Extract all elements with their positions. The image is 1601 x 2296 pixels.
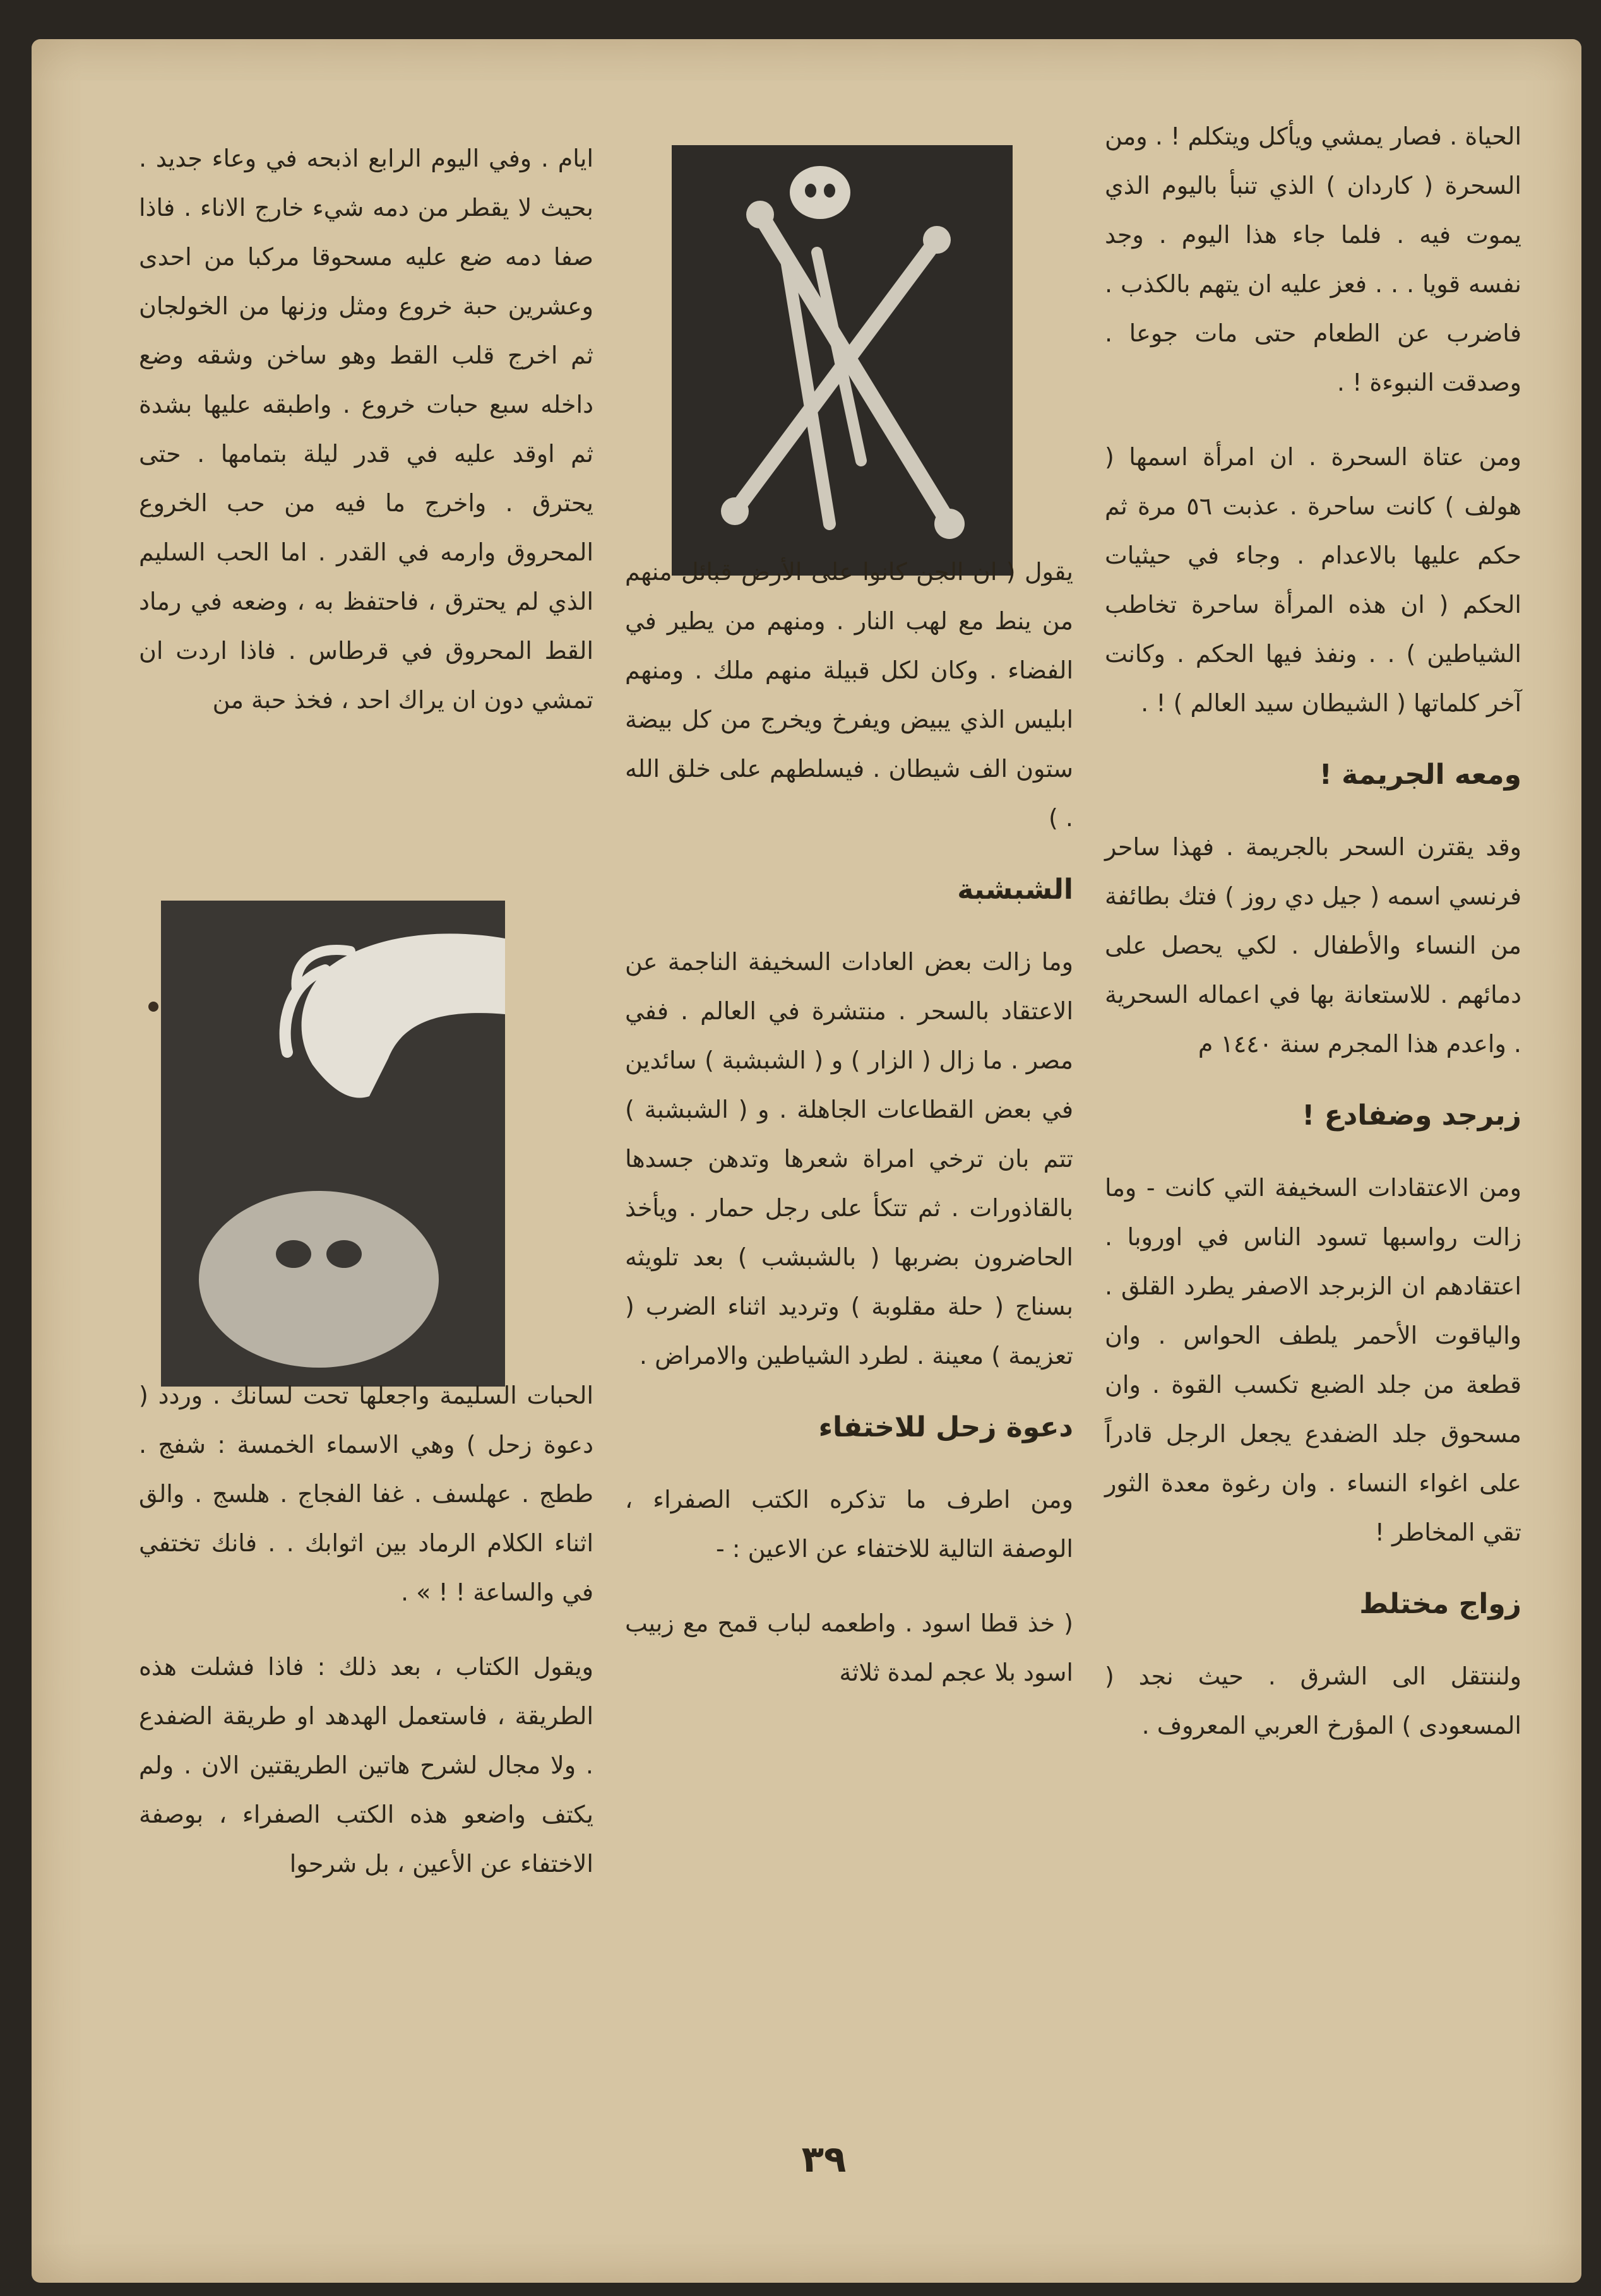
hand-skull-photo [161,901,505,1387]
section-heading: زبرجد وضفادع ! [1302,1099,1521,1132]
paragraph: يقول ( ان الجن كانوا على الأرض قبائل منهم من ينط مع لهب النار . ومنهم من يطير في الفضاء . وكان لكل قبيلة منهم ملك . ومنهم ابليس الذي يبيض ويفرخ ويخرج من كل بيضة ستون الف شيطان . فيسلطهم على خلق الله . ) [625,558,1073,832]
section-heading: الشبشبة [957,873,1073,906]
left-column-bottom [139,1371,593,1914]
section-heading: دعوة زحل للاختفاء [818,1411,1073,1443]
paragraph: ومن الاعتقادات السخيفة التي كانت - وما زالت رواسبها تسود الناس في اوروبا . اعتقادهم ان الزبرجد الاصفر يطرد القلق . والياقوت الأحمر يلطف الحواس . وان قطعة من جلد الضبع تكسب القوة . وان مسحوق جلد الضفدع يجعل الرجل قادراً على اغواء النساء . وان رغوة معدة الثور تقي المخاطر ! [1105,1174,1521,1546]
paragraph: ولننتقل الى الشرق . حيث نجد ( المسعودى ) المؤرخ العربي المعروف . [1105,1662,1521,1739]
magazine-page [32,39,1581,2283]
paragraph: ومن عتاة السحرة . ان امرأة اسمها ( هولف ) كانت ساحرة . عذبت ٥٦ مرة ثم حكم عليها بالاعدام . وجاء في حيثيات الحكم ( ان هذه المرأة ساحرة تخاطب الشياطين ) . . ونفذ فيها الحكم . وكانت آخر كلماتها ( الشيطان سيد العالم ) ! . [1105,443,1521,717]
paragraph: وما زالت بعض العادات السخيفة الناجمة عن الاعتقاد بالسحر . منتشرة في العالم . ففي مصر . ما زال ( الزار ) و ( الشبشبة ) سائدين في بعض القطاعات الجاهلة . و ( الشبشبة ) تتم بان ترخي امراة شعرها وتدهن جسدها بالقاذورات . ثم تتكأ على رجل حمار . ويأخذ الحاضرون بضربها ( بالشبشب ) بعد تلويثه بسناج ( حلة مقلوبة ) وترديد اثناء الضرب ( تعزيمة ) معينة . لطرد الشياطين والامراض . [625,948,1073,1370]
paragraph: الحياة . فصار يمشي ويأكل ويتكلم ! . ومن السحرة ( كاردان ) الذي تنبأ باليوم الذي يموت فيه . فلما جاء هذا اليوم . وجد نفسه قويا . . . فعز عليه ان يتهم بالكذب . فاضرب عن الطعام حتى مات جوعا . وصدقت النبوءة ! . [1105,122,1521,396]
paragraph: الحبات السليمة واجعلها تحت لسانك . وردد ( دعوة زحل ) وهي الاسماء الخمسة : شفج . ططج . عهلسف . غفا الفجاج . هلسج . والق اثناء الكلام الرماد بين اثوابك . . فانك تختفي في والساعة ! ! » . [139,1382,593,1606]
paragraph: ( خذ قطا اسود . واطعمه لباب قمح مع زبيب اسود بلا عجم لمدة ثلاثة [625,1609,1073,1686]
paragraph: وقد يقترن السحر بالجريمة . فهذا ساحر فرنسي اسمه ( جيل دي روز ) فتك بطائفة من النساء والأطفال . لكي يحصل على دمائهم . للاستعانة بها في اعماله السحرية . واعدم هذا المجرم سنة ١٤٤٠ م [1105,833,1521,1058]
middle-column [625,547,1073,1722]
page-number: ٣٩ [801,2138,847,2181]
left-column-top [139,134,593,750]
paragraph: ويقول الكتاب ، بعد ذلك : فاذا فشلت هذه الطريقة ، فاستعمل الهدهد او طريقة الضفدع . ولا مجال لشرح هاتين الطريقتين الان . ولم يكتف واضعو هذه الكتب الصفراء ، بوصفة الاختفاء عن الأعين ، بل شرحوا [139,1653,593,1878]
punch-hole [148,1002,158,1012]
section-heading: ومعه الجريمة ! [1319,759,1521,791]
paragraph: ومن اطرف ما تذكره الكتب الصفراء ، الوصفة التالية للاختفاء عن الاعين : - [625,1486,1073,1563]
skull-crossbones-photo [672,145,1013,576]
right-column [1105,112,1521,1775]
paragraph: ايام . وفي اليوم الرابع اذبحه في وعاء جديد . بحيث لا يقطر من دمه شيء خارج الاناء . فاذا صفا دمه ضع عليه مسحوقا مركبا من احدى وعشرين حبة خروع ومثل وزنها من الخولجان ثم اخرج قلب القط وهو ساخن وشقه وضع داخله سبع حبات خروع . واطبقه عليها بشدة ثم اوقد عليه في قدر ليلة بتمامها . حتى يحترق . واخرج ما فيه من حب الخروع المحروق وارمه في القدر . اما الحب السليم الذي لم يحترق ، فاحتفظ به ، وضعه في رماد القط المحروق في قرطاس . فاذا اردت ان تمشي دون ان يراك احد ، فخذ حبة من [139,145,593,714]
section-heading: زواج مختلط [1359,1588,1521,1620]
